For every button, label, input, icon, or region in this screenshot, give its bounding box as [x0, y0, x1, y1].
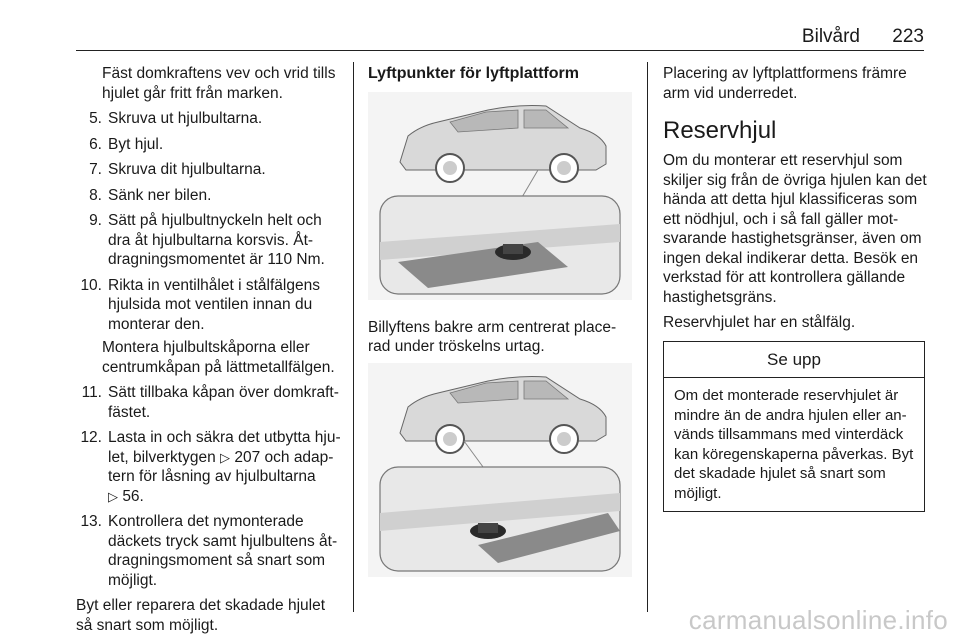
- warning-text: Om det monterade reservhjulet är mindre än de andra hjulen eller används tillsammans med vinterdäck kan köregenskaperna påverkas. Byt det skadade hjulet så snart som möjligt.: [674, 387, 914, 502]
- list-item: 10. Rikta in ventilhålet i stålfälgens hjulsida mot ventilen innan du monterar den.: [80, 276, 320, 333]
- list-item: 9. Sätt på hjulbultnyckeln helt och dra åt hjulbultarna korsvis. Åtdragningsmomentet är 110 Nm.: [89, 212, 325, 268]
- list-item: 8. Sänk ner bilen.: [89, 186, 212, 204]
- body-paragraph: Reservhjulet har en stålfälg.: [663, 314, 856, 331]
- section-title: Bilvård: [801, 26, 860, 47]
- list-item: 6. Byt hjul.: [89, 135, 164, 153]
- figure-caption: Billyftens bakre arm centrerat placerad under tröskelns urtag.: [368, 318, 617, 355]
- warning-title: Se upp: [664, 342, 924, 379]
- body-paragraph: Om du monterar ett reservhjul som skiljer sig från de övriga hjulen kan det hända att detta hjul klassificeras som ett nödhjul, och i så fall gäller motsvarande hastighetsgränser, även om ingen dekal indikerar detta. Besök en verkstad för att kontrollera gällande hastighetsgräns.: [663, 152, 927, 306]
- list-item: 13. Kontrollera det nymonterade däckets tryck samt hjulbultens åtdragningsmoment så snart som möjligt.: [80, 513, 338, 589]
- closing-paragraph: Byt eller reparera det skadade hjulet så snart som möjligt.: [76, 597, 326, 634]
- arrow-ref-icon[interactable]: ▷: [220, 449, 231, 465]
- section-heading: Lyftpunkter för lyftplattform: [368, 65, 579, 82]
- list-item: 7. Skruva dit hjulbultarna.: [89, 161, 266, 178]
- page-ref-link[interactable]: 207: [234, 448, 261, 466]
- page-ref-link[interactable]: 56.: [122, 487, 144, 505]
- page-number: 223: [892, 26, 924, 47]
- lift-rear-illustration: [368, 92, 632, 300]
- column-divider-1: [353, 62, 354, 612]
- column-3: [663, 64, 928, 512]
- list-item: 11. Sätt tillbaka kåpan över domkraftfästet.: [81, 384, 339, 421]
- column-divider-2: [647, 62, 648, 612]
- arrow-ref-icon[interactable]: ▷: [108, 488, 118, 504]
- step-4-continuation: Fäst domkraftens vev och vrid tills hjulet går fritt från marken.: [102, 65, 336, 102]
- figure-caption: Placering av lyftplattformens främre arm vid underredet.: [663, 65, 907, 102]
- warning-box: [663, 341, 925, 513]
- section-heading: Reservhjul: [663, 117, 777, 144]
- watermark: carmanualsonline.info: [688, 605, 948, 635]
- column-1: [76, 64, 344, 641]
- column-2: [368, 64, 632, 577]
- list-item: 12. Lasta in och säkra det utbytta hjulet, bilverktygen ▷ 207 och adaptern för låsning av hjulbultarna ▷ 56.: [80, 429, 341, 505]
- step-10-sub: Montera hjulbultskåporna eller centrumkåpan på lättmetallfälgen.: [102, 339, 335, 376]
- page-header: [76, 26, 924, 50]
- lift-front-illustration: [368, 363, 632, 577]
- list-item: 5. Skruva ut hjulbultarna.: [89, 110, 263, 127]
- header-rule: [76, 50, 924, 51]
